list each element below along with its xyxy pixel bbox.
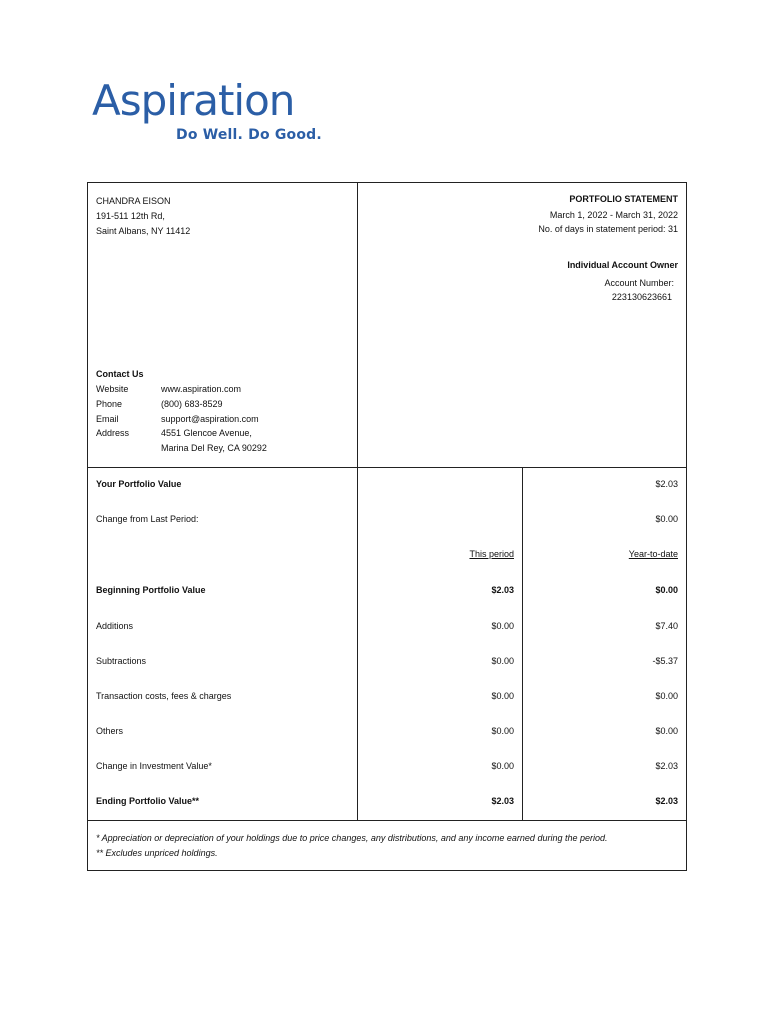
contact-website-label: Website <box>96 384 129 394</box>
row-ytd: $0.00 <box>655 691 678 701</box>
account-number-label: Account Number: <box>604 278 674 288</box>
statement-frame <box>87 182 687 871</box>
change-label: Change from Last Period: <box>96 514 199 524</box>
col-header-this-period: This period <box>469 549 514 559</box>
logo-tagline: Do Well. Do Good. <box>176 127 322 143</box>
row-label: Additions <box>96 621 134 631</box>
portfolio-value-label: Your Portfolio Value <box>96 479 182 489</box>
statement-days: No. of days in statement period: 31 <box>538 224 678 234</box>
change-value: $0.00 <box>655 514 678 524</box>
col-header-ytd: Year-to-date <box>628 549 678 559</box>
row-ytd: $0.00 <box>655 585 678 595</box>
divider-top-vertical <box>357 183 358 467</box>
row-this-period: $0.00 <box>491 726 514 736</box>
footnote-2: ** Excludes unpriced holdings. <box>96 848 218 858</box>
contact-address-label: Address <box>96 428 130 438</box>
customer-address-line1: 191-511 12th Rd, <box>96 211 165 221</box>
row-label: Ending Portfolio Value** <box>96 796 200 806</box>
customer-address-line2: Saint Albans, NY 11412 <box>96 226 191 236</box>
row-label: Others <box>96 726 124 736</box>
row-ytd: $2.03 <box>655 796 678 806</box>
row-label: Change in Investment Value* <box>96 761 212 771</box>
footnote-1: * Appreciation or depreciation of your holdings due to price changes, any distributions, and any income earned during the period. <box>96 833 608 843</box>
divider-top-section <box>88 467 686 468</box>
customer-name: CHANDRA EISON <box>96 196 171 206</box>
row-this-period: $0.00 <box>491 691 514 701</box>
row-label: Transaction costs, fees & charges <box>96 691 232 701</box>
divider-footnotes <box>88 820 686 821</box>
divider-col-2 <box>522 467 523 820</box>
row-ytd: $2.03 <box>655 761 678 771</box>
contact-email[interactable]: support@aspiration.com <box>161 414 259 424</box>
row-label: Subtractions <box>96 656 147 666</box>
contact-phone-label: Phone <box>96 399 123 409</box>
row-this-period: $2.03 <box>491 796 514 806</box>
row-ytd: $7.40 <box>655 621 678 631</box>
row-label: Beginning Portfolio Value <box>96 585 206 595</box>
logo-wordmark: Aspiration <box>92 76 295 125</box>
contact-address-line2: Marina Del Rey, CA 90292 <box>161 443 267 453</box>
contact-heading: Contact Us <box>96 369 144 379</box>
contact-email-label: Email <box>96 414 119 424</box>
statement-title: PORTFOLIO STATEMENT <box>569 194 678 204</box>
row-this-period: $0.00 <box>491 761 514 771</box>
contact-address-line1: 4551 Glencoe Avenue, <box>161 428 252 438</box>
divider-col-1 <box>357 467 358 820</box>
portfolio-value: $2.03 <box>655 479 678 489</box>
contact-phone[interactable]: (800) 683-8529 <box>161 399 223 409</box>
statement-period: March 1, 2022 - March 31, 2022 <box>549 210 678 220</box>
row-this-period: $0.00 <box>491 656 514 666</box>
row-this-period: $0.00 <box>491 621 514 631</box>
account-owner-type: Individual Account Owner <box>567 260 678 270</box>
row-ytd: -$5.37 <box>652 656 678 666</box>
contact-website[interactable]: www.aspiration.com <box>161 384 242 394</box>
aspiration-logo <box>92 76 322 150</box>
row-ytd: $0.00 <box>655 726 678 736</box>
account-number: 223130623661 <box>611 292 672 302</box>
row-this-period: $2.03 <box>491 585 514 595</box>
